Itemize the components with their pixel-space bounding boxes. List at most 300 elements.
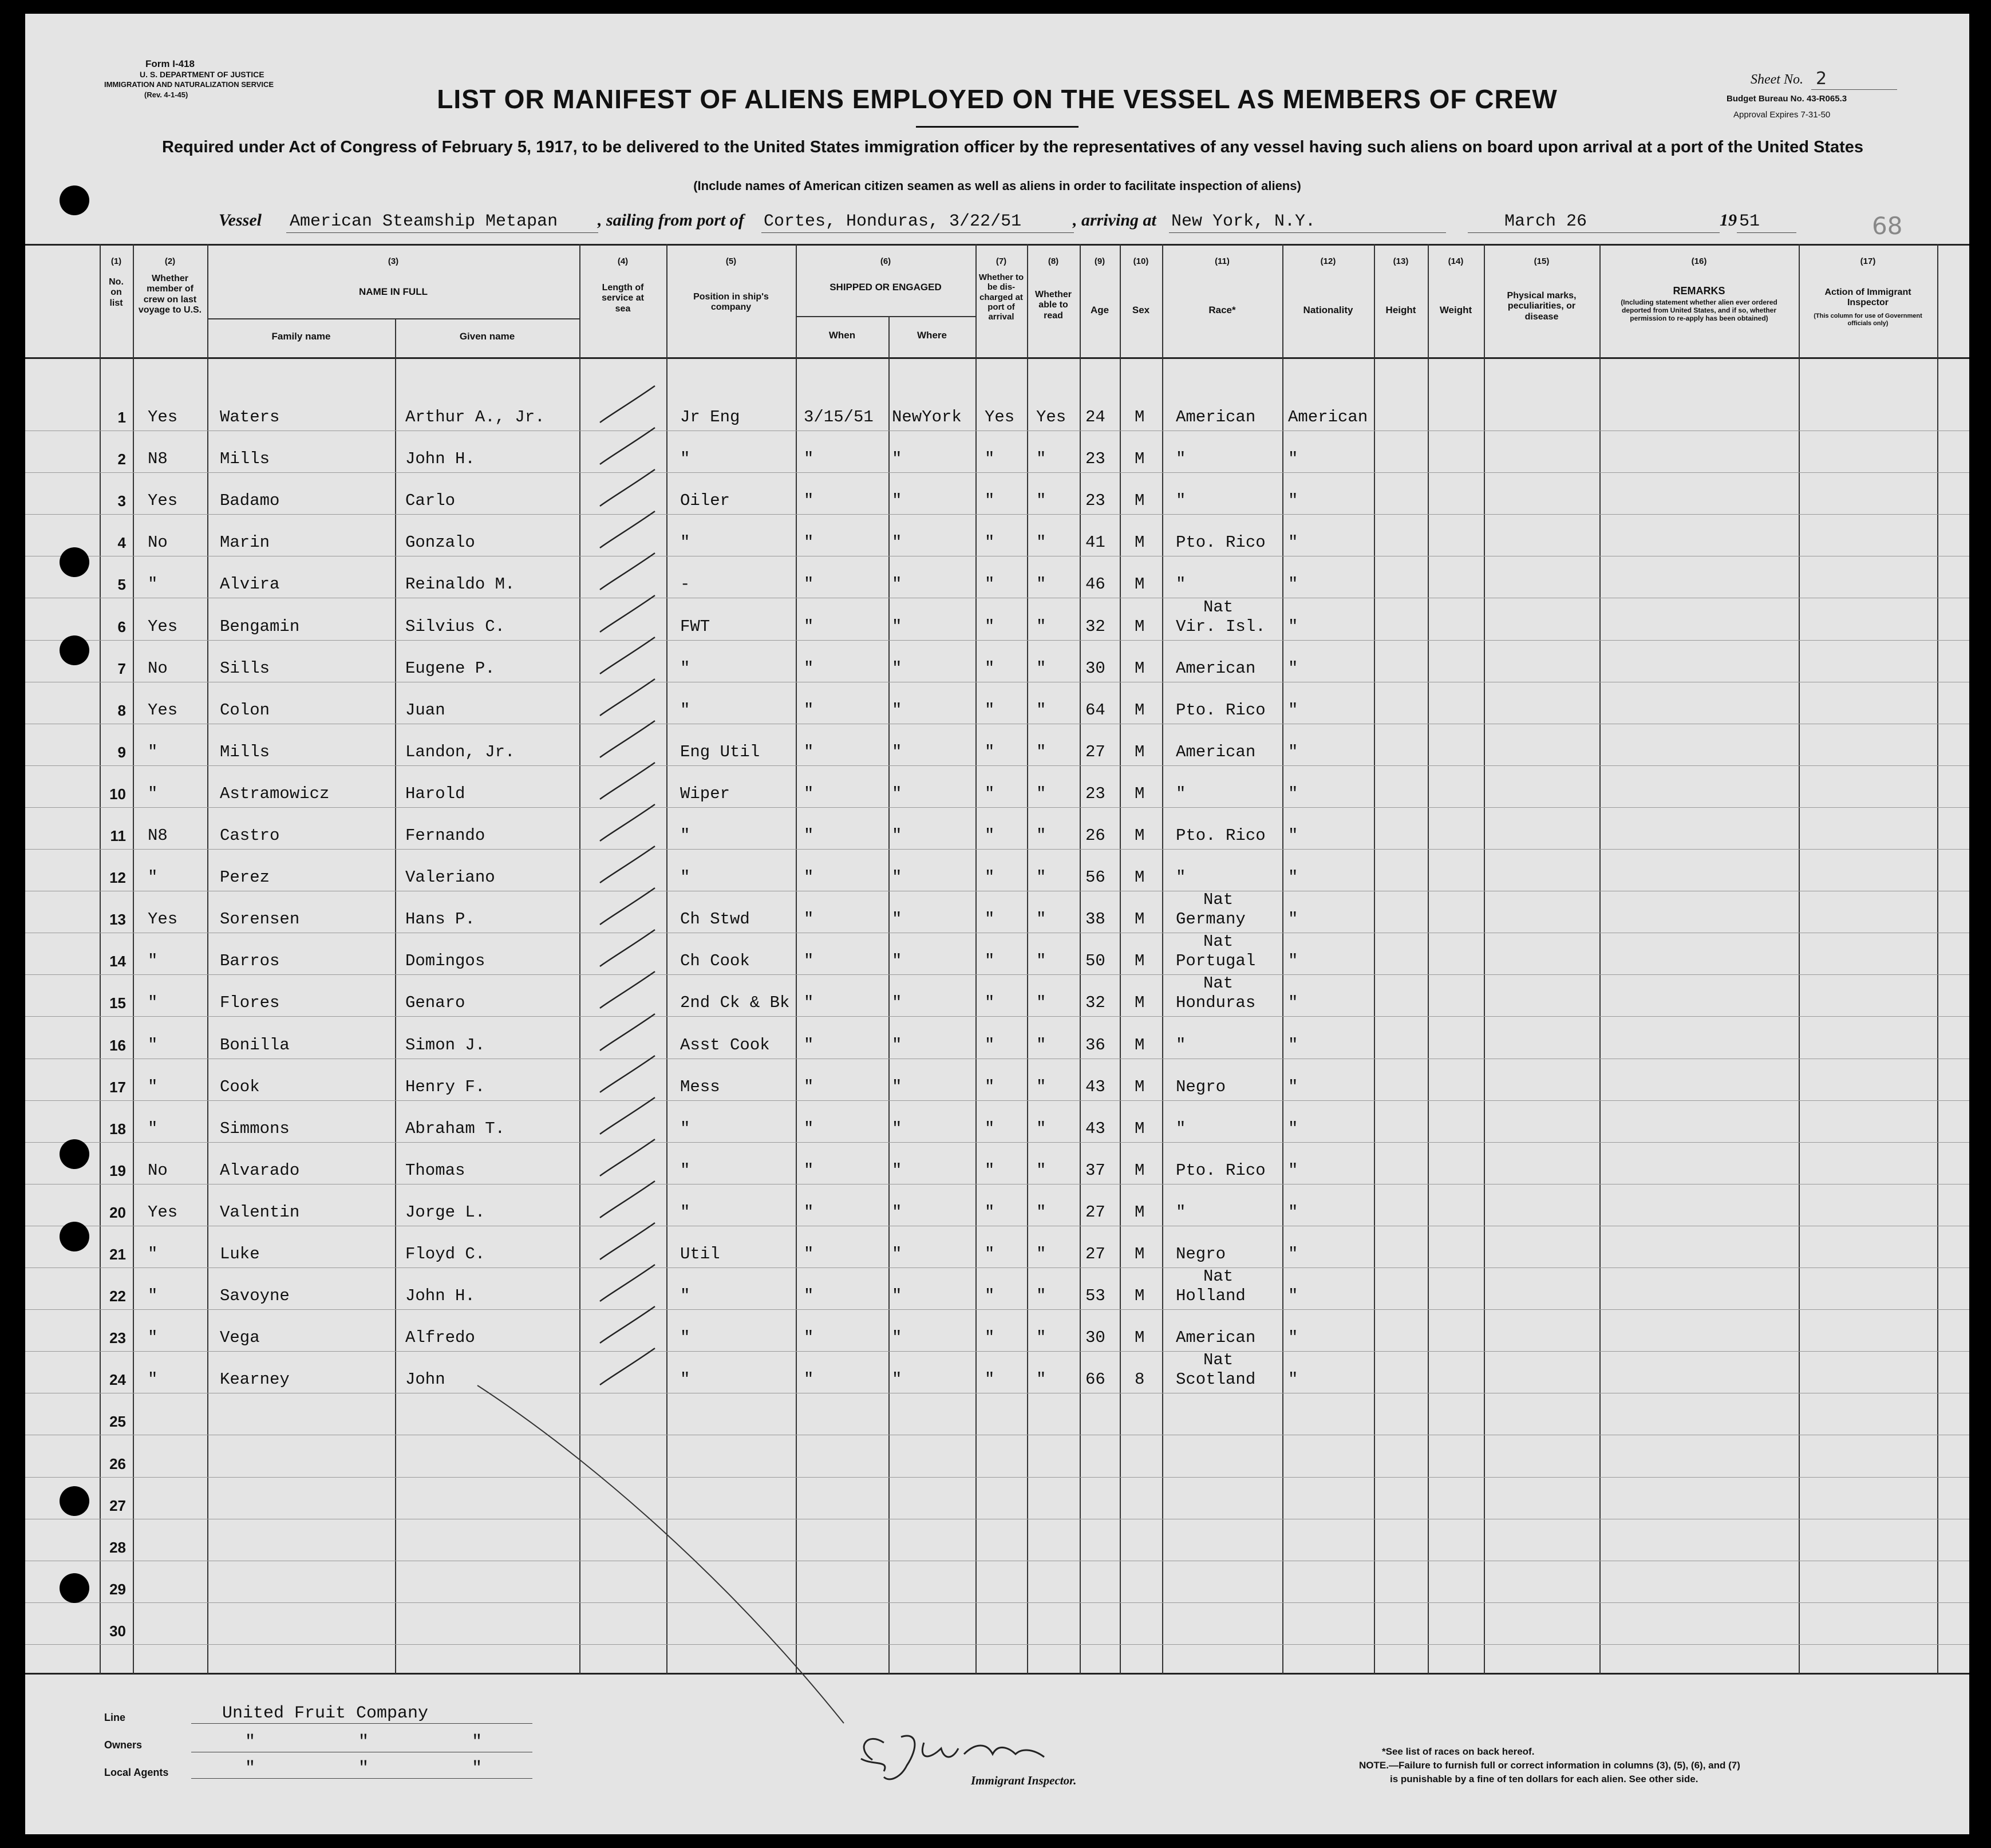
crew-on-last-voyage: "	[148, 1245, 158, 1263]
given-name: John H.	[405, 1286, 475, 1305]
discharged: "	[985, 491, 995, 510]
shipped-where: "	[892, 617, 902, 636]
shipped-when: "	[804, 449, 814, 468]
sex: M	[1135, 575, 1145, 594]
penalty-note-2: is punishable by a fine of ten dollars for each alien. See other side.	[1390, 1774, 1698, 1784]
discharged: "	[985, 910, 995, 929]
given-name: Jorge L.	[405, 1203, 485, 1222]
position: -	[680, 575, 690, 594]
service-checkmark	[600, 930, 655, 966]
row-number: 23	[109, 1329, 126, 1346]
sex: M	[1135, 1203, 1145, 1222]
punch-hole	[60, 1573, 89, 1603]
sex: M	[1135, 951, 1145, 970]
age: 41	[1085, 533, 1105, 552]
shipped-where: "	[892, 1370, 902, 1389]
crew-on-last-voyage: No	[148, 533, 168, 552]
crew-on-last-voyage: "	[148, 1286, 158, 1305]
nationality: "	[1288, 1119, 1298, 1138]
crew-on-last-voyage: "	[148, 1370, 158, 1389]
age: 27	[1085, 1203, 1105, 1222]
crew-on-last-voyage: Yes	[148, 1203, 178, 1222]
col5-header: Position in ship's company	[693, 292, 769, 313]
year-prefix: 19	[1720, 211, 1737, 230]
col12-header: Nationality	[1303, 305, 1353, 315]
page-title: LIST OR MANIFEST OF ALIENS EMPLOYED ON THE VESSEL AS MEMBERS OF CREW	[437, 84, 1558, 114]
col6-when-header: When	[828, 330, 856, 341]
position: Jr Eng	[680, 408, 740, 427]
sex: M	[1135, 1077, 1145, 1096]
able-to-read: "	[1036, 951, 1046, 970]
race: American	[1176, 659, 1256, 678]
shipped-where: "	[892, 701, 902, 720]
age: 24	[1085, 408, 1105, 427]
arrival-date: March 26	[1504, 212, 1587, 231]
position: Oiler	[680, 491, 730, 510]
inspector-line	[477, 1385, 844, 1723]
able-to-read: "	[1036, 449, 1046, 468]
position: Mess	[680, 1077, 720, 1096]
crew-on-last-voyage: N8	[148, 449, 168, 468]
row-number: 12	[109, 869, 126, 886]
crew-on-last-voyage: Yes	[148, 617, 178, 636]
crew-on-last-voyage: Yes	[148, 701, 178, 720]
race: Pto. Rico	[1176, 533, 1266, 552]
row-number: 21	[109, 1246, 126, 1263]
race: "	[1176, 491, 1186, 510]
crew-on-last-voyage: Yes	[148, 408, 178, 427]
shipped-when: "	[804, 575, 814, 594]
nationality: "	[1288, 1077, 1298, 1096]
col3-number: (3)	[388, 256, 399, 266]
shipped-when: "	[804, 1286, 814, 1305]
sex: M	[1135, 408, 1145, 427]
race-nat-prefix: Nat	[1203, 1351, 1234, 1369]
nationality: "	[1288, 868, 1298, 887]
margin-mark: 68	[1872, 212, 1903, 240]
service-checkmark	[600, 1265, 655, 1301]
age: 38	[1085, 910, 1105, 929]
able-to-read: "	[1036, 868, 1046, 887]
shipped-when: "	[804, 1077, 814, 1096]
sex: M	[1135, 1036, 1145, 1055]
age: 30	[1085, 1328, 1105, 1347]
race-nat-prefix: Nat	[1203, 598, 1234, 617]
col1-number: (1)	[110, 256, 122, 266]
discharged: "	[985, 1036, 995, 1055]
discharged: "	[985, 701, 995, 720]
col7-header: Whether to be dis-charged at port of arrival	[978, 273, 1024, 322]
punch-hole	[60, 1486, 89, 1516]
age: 23	[1085, 491, 1105, 510]
given-name: Floyd C.	[405, 1245, 485, 1263]
family-name: Alvarado	[220, 1161, 300, 1180]
family-name: Mills	[220, 743, 270, 761]
service-checkmark	[600, 511, 655, 548]
able-to-read: "	[1036, 826, 1046, 845]
discharged: "	[985, 951, 995, 970]
age: 23	[1085, 449, 1105, 468]
discharged: "	[985, 826, 995, 845]
race: Portugal	[1176, 951, 1256, 970]
able-to-read: "	[1036, 1203, 1046, 1222]
nationality: "	[1288, 617, 1298, 636]
given-name: Eugene P.	[405, 659, 495, 678]
punch-hole	[60, 547, 89, 577]
family-name: Perez	[220, 868, 270, 887]
able-to-read: "	[1036, 910, 1046, 929]
able-to-read: "	[1036, 1328, 1046, 1347]
family-name: Sills	[220, 659, 270, 678]
col11-number: (11)	[1215, 256, 1230, 266]
col13-number: (13)	[1393, 256, 1409, 266]
shipped-when: "	[804, 491, 814, 510]
position: "	[680, 826, 690, 845]
approval-expires: Approval Expires 7-31-50	[1733, 110, 1831, 120]
race-nat-prefix: Nat	[1203, 974, 1234, 993]
service-checkmark	[600, 804, 655, 841]
manifest-sheet	[25, 14, 1969, 1834]
service-checkmark	[600, 1223, 655, 1259]
departure-port: Cortes, Honduras, 3/22/51	[764, 212, 1022, 231]
given-name: Landon, Jr.	[405, 743, 515, 761]
race-nat-prefix: Nat	[1203, 932, 1234, 951]
race: "	[1176, 449, 1186, 468]
row-number: 13	[109, 911, 126, 928]
row-number: 4	[117, 534, 126, 551]
service-checkmark	[600, 637, 655, 674]
position: "	[680, 449, 690, 468]
crew-on-last-voyage: "	[148, 868, 158, 887]
budget-bureau: Budget Bureau No. 43-R065.3	[1727, 94, 1847, 104]
shipped-when: "	[804, 1328, 814, 1347]
shipped-when: "	[804, 868, 814, 887]
row-number: 29	[109, 1581, 126, 1598]
service-checkmark	[600, 846, 655, 883]
age: 64	[1085, 701, 1105, 720]
inspector-label: Immigrant Inspector.	[971, 1774, 1077, 1787]
given-name: Henry F.	[405, 1077, 485, 1096]
crew-on-last-voyage: "	[148, 951, 158, 970]
service-checkmark	[600, 763, 655, 799]
shipped-where: "	[892, 1328, 902, 1347]
service-checkmark	[600, 1348, 655, 1385]
age: 27	[1085, 1245, 1105, 1263]
shipped-when: "	[804, 743, 814, 761]
crew-on-last-voyage: "	[148, 1328, 158, 1347]
row-number: 15	[109, 994, 126, 1012]
shipped-where: "	[892, 868, 902, 887]
crew-on-last-voyage: "	[148, 575, 158, 594]
sex: M	[1135, 910, 1145, 929]
shipped-when: "	[804, 701, 814, 720]
shipped-where: "	[892, 1119, 902, 1138]
shipped-when: "	[804, 1119, 814, 1138]
shipped-where: "	[892, 659, 902, 678]
vessel-name: American Steamship Metapan	[290, 212, 558, 231]
nationality: "	[1288, 993, 1298, 1012]
discharged: "	[985, 449, 995, 468]
shipped-where: "	[892, 491, 902, 510]
able-to-read: "	[1036, 575, 1046, 594]
revision: (Rev. 4-1-45)	[144, 90, 188, 99]
family-name: Badamo	[220, 491, 280, 510]
position: "	[680, 1119, 690, 1138]
race: Scotland	[1176, 1370, 1256, 1389]
able-to-read: "	[1036, 1286, 1046, 1305]
col10-number: (10)	[1133, 256, 1149, 266]
row-number: 27	[109, 1497, 126, 1514]
punch-hole	[60, 185, 89, 215]
row-number: 18	[109, 1120, 126, 1138]
race-nat-prefix: Nat	[1203, 1267, 1234, 1286]
discharged: "	[985, 1077, 995, 1096]
race: Vir. Isl.	[1176, 617, 1266, 636]
col6-header: SHIPPED OR ENGAGED	[829, 282, 942, 293]
shipped-where: "	[892, 1286, 902, 1305]
line-value: United Fruit Company	[222, 1704, 429, 1723]
position: "	[680, 1203, 690, 1222]
col4-number: (4)	[617, 256, 629, 266]
col1-header: No. on list	[109, 277, 124, 308]
family-name: Alvira	[220, 575, 280, 594]
crew-on-last-voyage: Yes	[148, 910, 178, 929]
col8-number: (8)	[1048, 256, 1059, 266]
col3-given-header: Given name	[459, 331, 515, 342]
service-checkmark	[600, 888, 655, 925]
position: "	[680, 1328, 690, 1347]
row-number: 2	[117, 451, 126, 468]
sheet-label: Sheet No.	[1751, 72, 1803, 87]
race: Pto. Rico	[1176, 826, 1266, 845]
crew-on-last-voyage: "	[148, 1077, 158, 1096]
service-checkmarks	[25, 14, 1969, 1834]
shipped-where: "	[892, 951, 902, 970]
col6-number: (6)	[880, 256, 891, 266]
given-name: Gonzalo	[405, 533, 475, 552]
row-number: 8	[117, 702, 126, 719]
discharged: "	[985, 743, 995, 761]
given-name: Abraham T.	[405, 1119, 505, 1138]
nationality: "	[1288, 1036, 1298, 1055]
penalty-note: NOTE.—Failure to furnish full or correct information in columns (3), (5), (6), and (7)	[1359, 1760, 1740, 1771]
owners-value: " " "	[245, 1732, 483, 1752]
given-name: Harold	[405, 784, 465, 803]
family-name: Bonilla	[220, 1036, 290, 1055]
crew-on-last-voyage: No	[148, 659, 168, 678]
service-checkmark	[600, 1014, 655, 1051]
shipped-where: "	[892, 743, 902, 761]
family-name: Sorensen	[220, 910, 300, 929]
service-checkmark	[600, 1181, 655, 1218]
age: 32	[1085, 993, 1105, 1012]
age: 56	[1085, 868, 1105, 887]
shipped-when: "	[804, 659, 814, 678]
col9-header: Age	[1090, 305, 1109, 315]
given-name: Silvius C.	[405, 617, 505, 636]
punch-hole	[60, 635, 89, 665]
col3-header: NAME IN FULL	[359, 286, 428, 297]
nationality: "	[1288, 743, 1298, 761]
crew-on-last-voyage: "	[148, 784, 158, 803]
position: "	[680, 1370, 690, 1389]
position: "	[680, 868, 690, 887]
position: "	[680, 1286, 690, 1305]
nationality: "	[1288, 1203, 1298, 1222]
position: Asst Cook	[680, 1036, 770, 1055]
sex: M	[1135, 659, 1145, 678]
given-name: Arthur A., Jr.	[405, 408, 545, 427]
given-name: Genaro	[405, 993, 465, 1012]
given-name: Alfredo	[405, 1328, 475, 1347]
service-checkmark	[600, 972, 655, 1008]
given-name: John H.	[405, 449, 475, 468]
shipped-where: "	[892, 449, 902, 468]
shipped-where: "	[892, 1245, 902, 1263]
age: 27	[1085, 743, 1105, 761]
age: 30	[1085, 659, 1105, 678]
crew-on-last-voyage: No	[148, 1161, 168, 1180]
row-number: 26	[109, 1455, 126, 1472]
discharged: "	[985, 1161, 995, 1180]
sex: M	[1135, 1161, 1145, 1180]
sex: M	[1135, 449, 1145, 468]
age: 26	[1085, 826, 1105, 845]
crew-on-last-voyage: "	[148, 1036, 158, 1055]
col7-number: (7)	[996, 256, 1007, 266]
arriving-label: , arriving at	[1073, 211, 1156, 230]
nationality: "	[1288, 659, 1298, 678]
arrival-year: 51	[1739, 212, 1760, 231]
shipped-when: "	[804, 784, 814, 803]
shipped-when: "	[804, 951, 814, 970]
race: "	[1176, 1036, 1186, 1055]
discharged: "	[985, 1328, 995, 1347]
able-to-read: "	[1036, 743, 1046, 761]
col2-header: Whether member of crew on last voyage to U.S.	[138, 274, 202, 315]
sex: M	[1135, 701, 1145, 720]
service-checkmark	[600, 1139, 655, 1176]
row-number: 6	[117, 618, 126, 635]
given-name: Valeriano	[405, 868, 495, 887]
given-name: Domingos	[405, 951, 485, 970]
family-name: Barros	[220, 951, 280, 970]
col6-where-header: Where	[917, 330, 947, 341]
race: "	[1176, 868, 1186, 887]
age: 46	[1085, 575, 1105, 594]
able-to-read: "	[1036, 533, 1046, 552]
race: Germany	[1176, 910, 1246, 929]
col11-header: Race*	[1208, 305, 1236, 315]
shipped-when: "	[804, 617, 814, 636]
col5-number: (5)	[725, 256, 737, 266]
age: 23	[1085, 784, 1105, 803]
family-name: Vega	[220, 1328, 260, 1347]
nationality: "	[1288, 1245, 1298, 1263]
row-number: 16	[109, 1037, 126, 1054]
given-name: Simon J.	[405, 1036, 485, 1055]
punch-hole	[60, 1139, 89, 1169]
shipped-when: "	[804, 910, 814, 929]
col4-header: Length of service at sea	[602, 283, 644, 314]
races-note: *See list of races on back hereof.	[1382, 1746, 1535, 1757]
sex: M	[1135, 1245, 1145, 1263]
service: IMMIGRATION AND NATURALIZATION SERVICE	[104, 80, 274, 89]
row-number: 5	[117, 576, 126, 593]
family-name: Flores	[220, 993, 280, 1012]
service-checkmark	[600, 679, 655, 716]
family-name: Kearney	[220, 1370, 290, 1389]
row-number: 7	[117, 660, 126, 677]
line-underline	[191, 1723, 532, 1724]
discharged: "	[985, 993, 995, 1012]
family-name: Marin	[220, 533, 270, 552]
age: 53	[1085, 1286, 1105, 1305]
position: Eng Util	[680, 743, 760, 761]
discharged: Yes	[985, 408, 1015, 427]
age: 37	[1085, 1161, 1105, 1180]
race: American	[1176, 1328, 1256, 1347]
col15-number: (15)	[1534, 256, 1550, 266]
shipped-where: "	[892, 784, 902, 803]
discharged: "	[985, 784, 995, 803]
shipped-when: 3/15/51	[804, 408, 874, 427]
sex: M	[1135, 533, 1145, 552]
discharged: "	[985, 533, 995, 552]
race: American	[1176, 743, 1256, 761]
able-to-read: "	[1036, 1161, 1046, 1180]
race: Pto. Rico	[1176, 1161, 1266, 1180]
sex: M	[1135, 784, 1145, 803]
sex: 8	[1135, 1370, 1145, 1389]
family-name: Waters	[220, 408, 280, 427]
service-checkmark	[600, 553, 655, 590]
given-name: Fernando	[405, 826, 485, 845]
discharged: "	[985, 868, 995, 887]
crew-on-last-voyage: "	[148, 1119, 158, 1138]
nationality: "	[1288, 1370, 1298, 1389]
given-name: Carlo	[405, 491, 456, 510]
able-to-read: Yes	[1036, 408, 1066, 427]
family-name: Simmons	[220, 1119, 290, 1138]
race: Negro	[1176, 1245, 1226, 1263]
given-name: Hans P.	[405, 910, 475, 929]
row-number: 17	[109, 1079, 126, 1096]
nationality: "	[1288, 575, 1298, 594]
discharged: "	[985, 1286, 995, 1305]
able-to-read: "	[1036, 1077, 1046, 1096]
position: 2nd Ck & Bk	[680, 993, 790, 1012]
discharged: "	[985, 617, 995, 636]
shipped-where: "	[892, 1036, 902, 1055]
family-name: Cook	[220, 1077, 260, 1096]
row-number: 1	[117, 409, 126, 426]
race: American	[1176, 408, 1256, 427]
col16-number: (16)	[1691, 256, 1707, 266]
form-id: Form I-418	[145, 58, 195, 69]
able-to-read: "	[1036, 491, 1046, 510]
row-number: 20	[109, 1204, 126, 1221]
sex: M	[1135, 1286, 1145, 1305]
sex: M	[1135, 491, 1145, 510]
service-checkmark	[600, 721, 655, 757]
nationality: "	[1288, 491, 1298, 510]
subnote: (Include names of American citizen seamen as well as aliens in order to facilitate inspection of aliens)	[693, 179, 1301, 193]
row-number: 19	[109, 1162, 126, 1179]
discharged: "	[985, 575, 995, 594]
col8-header: Whether able to read	[1035, 290, 1072, 321]
able-to-read: "	[1036, 1370, 1046, 1389]
